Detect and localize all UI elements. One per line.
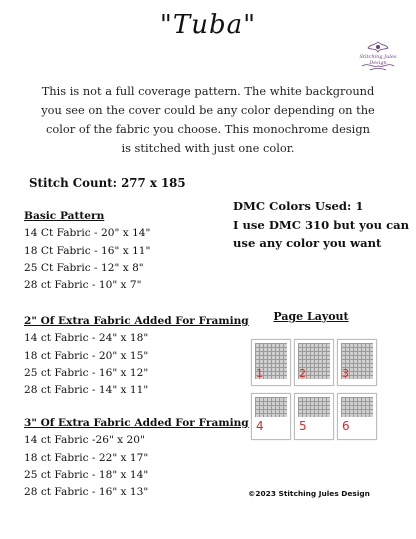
page-grid-preview [298, 397, 330, 417]
fabric-line: 14 Ct Fabric - 20" x 14" [24, 227, 151, 240]
fabric-line: 18 ct Fabric - 20" x 15" [24, 349, 149, 362]
page-layout-title: Page Layout [273, 310, 349, 323]
dmc-note-line: use any color you want [233, 236, 382, 250]
layout-page-5 [294, 393, 334, 440]
intro-paragraph: This is not a full coverage pattern. The white background you see on the cover could be any color depending on the color of the fabric you choose. This monochrome design is stitched with just one color. [41, 84, 375, 155]
section-heading: 2" Of Extra Fabric Added For Framing [24, 315, 249, 327]
page-number: 5 [299, 419, 307, 433]
logo-text: Stitching Jules Design [359, 54, 397, 66]
fabric-line: 14 ct Fabric - 24" x 18" [24, 332, 149, 345]
layout-page-4 [251, 393, 291, 440]
layout-page-1 [251, 339, 291, 386]
page-number: 4 [256, 419, 264, 433]
fabric-line: 14 ct Fabric -26" x 20" [24, 434, 145, 447]
stitch-count: Stitch Count: 277 x 185 [29, 176, 186, 190]
dmc-colors-block [233, 197, 409, 253]
extra-2in-section [24, 313, 249, 399]
fabric-line: 25 ct Fabric - 18" x 14" [24, 468, 149, 481]
page-number: 1 [256, 367, 263, 380]
fabric-line: 18 Ct Fabric - 16" x 11" [24, 244, 151, 257]
layout-page-2 [294, 339, 334, 386]
extra-3in-section [24, 415, 249, 501]
pattern-title: "Tuba" [159, 10, 257, 40]
section-heading: Basic Pattern [24, 210, 105, 222]
brand-logo [352, 38, 404, 76]
fabric-line: 18 ct Fabric - 22" x 17" [24, 451, 149, 464]
fabric-line: 25 ct Fabric - 16" x 12" [24, 366, 149, 379]
page-grid-preview [255, 397, 287, 417]
copyright-notice: ©2023 Stitching Jules Design [248, 489, 370, 498]
page-number: 3 [342, 367, 349, 380]
fabric-line: 25 Ct Fabric - 12" x 8" [24, 261, 144, 274]
layout-page-6 [337, 393, 377, 440]
page-number: 6 [342, 419, 350, 433]
dmc-note-line: I use DMC 310 but you can [233, 217, 410, 232]
section-heading: 3" Of Extra Fabric Added For Framing [24, 417, 249, 429]
page-number: 2 [299, 367, 306, 380]
basic-pattern-section [24, 208, 150, 294]
fabric-line: 28 ct Fabric - 10" x 7" [24, 279, 142, 292]
layout-page-3 [337, 339, 377, 386]
dmc-colors-used: DMC Colors Used: 1 [233, 199, 364, 213]
page-grid-preview [341, 397, 373, 417]
fabric-line: 28 ct Fabric - 14" x 11" [24, 384, 149, 397]
fabric-line: 28 ct Fabric - 16" x 13" [24, 486, 149, 499]
